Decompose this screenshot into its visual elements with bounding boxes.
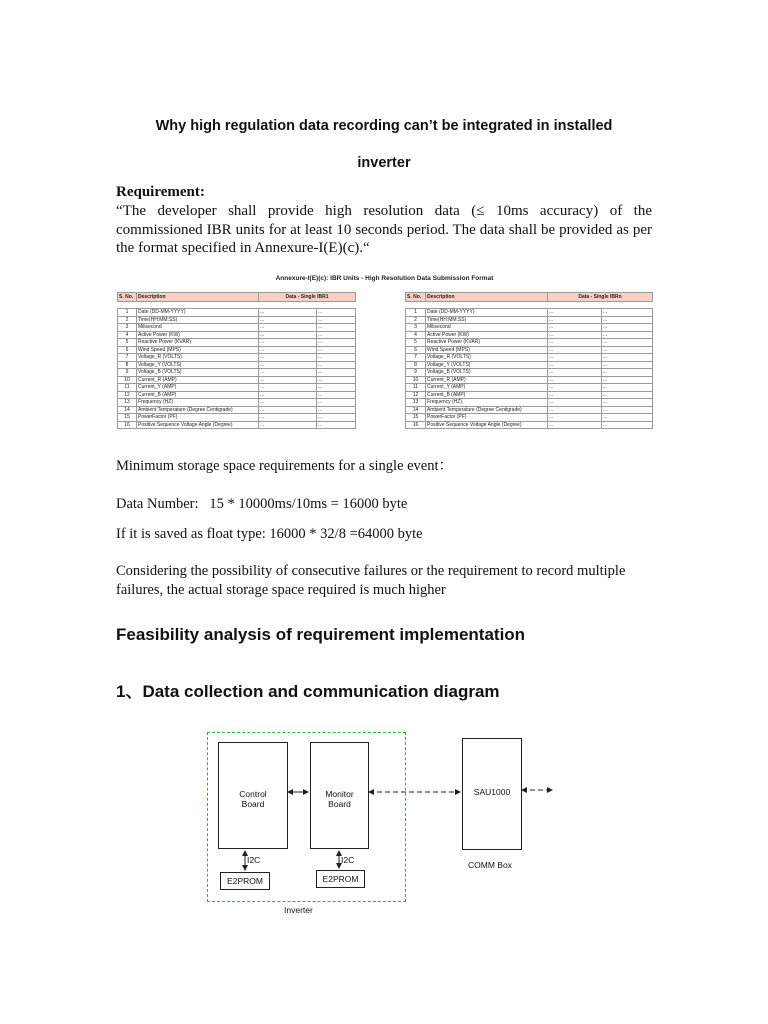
- table-row: [118, 316, 356, 324]
- table-cell-value: ...: [317, 406, 356, 414]
- table-cell-value: ...: [602, 339, 653, 347]
- table-cell-value: ...: [602, 384, 653, 392]
- section-1-heading: 1、Data collection and communication diagram: [116, 682, 500, 701]
- table-cell-sno: 16: [118, 421, 137, 429]
- table-row: [406, 421, 653, 429]
- inverter-label: Inverter: [284, 905, 313, 915]
- table-cell-value: ...: [602, 361, 653, 369]
- table-cell-sno: 11: [118, 384, 137, 392]
- table-cell-value: ...: [602, 309, 653, 317]
- table-cell-value: ...: [548, 384, 602, 392]
- table-cell-description: Voltage_Y (VOLTS): [137, 361, 259, 369]
- table-cell-sno: 8: [406, 361, 426, 369]
- feasibility-heading: Feasibility analysis of requirement implementation: [116, 625, 526, 644]
- table-cell-description: Ambient Temperature (Degree Centigrade): [426, 406, 548, 414]
- sau1000-label: SAU1000: [473, 787, 511, 797]
- table-cell-value: ...: [548, 309, 602, 317]
- table-cell-sno: 4: [118, 331, 137, 339]
- table-cell-value: ...: [548, 316, 602, 324]
- comm-box-label: COMM Box: [468, 860, 512, 870]
- table-cell-description: Voltage_R (VOLTS): [137, 354, 259, 362]
- table-cell-description: Current_Y (AMP): [426, 384, 548, 392]
- document-title-line-1: Why high regulation data recording can’t be integrated in installed: [155, 118, 613, 134]
- table-row: [406, 339, 653, 347]
- table-cell-value: ...: [259, 316, 317, 324]
- table-cell-value: ...: [259, 391, 317, 399]
- table-row: [118, 331, 356, 339]
- table-cell-value: ...: [259, 309, 317, 317]
- table-cell-value: ...: [259, 406, 317, 414]
- control-board-box: [218, 742, 288, 849]
- table-cell-description: Frequency (HZ): [137, 399, 259, 407]
- annexure-figure: [116, 268, 653, 440]
- table-cell-sno: 4: [406, 331, 426, 339]
- table-cell-value: ...: [602, 324, 653, 332]
- table-cell-description: Current_R (AMP): [426, 376, 548, 384]
- table-cell-description: Positive Sequence Voltage Angle (Degree): [426, 421, 548, 429]
- table-cell-sno: 14: [118, 406, 137, 414]
- table-cell-value: ...: [548, 324, 602, 332]
- table-cell-value: ...: [602, 399, 653, 407]
- table-cell-sno: 14: [406, 406, 426, 414]
- table-cell-value: ...: [317, 399, 356, 407]
- table-cell-description: Current_Y (AMP): [137, 384, 259, 392]
- i2c-label-monitor: I2C: [341, 855, 355, 865]
- table-cell-value: ...: [259, 346, 317, 354]
- table-cell-description: Active Power (KW): [137, 331, 259, 339]
- table-header-data: Data - Single IBR1: [259, 293, 356, 302]
- table-cell-value: ...: [317, 421, 356, 429]
- table-cell-description: Positive Sequence Voltage Angle (Degree): [137, 421, 259, 429]
- min-storage-text: Minimum storage space requirements for a single event：: [116, 458, 454, 474]
- table-cell-description: Milisecond: [426, 324, 548, 332]
- table-cell-sno: 2: [118, 316, 137, 324]
- table-row: [406, 384, 653, 392]
- table-row: [406, 346, 653, 354]
- table-cell-value: ...: [259, 399, 317, 407]
- table-cell-value: ...: [259, 369, 317, 377]
- table-cell-value: ...: [548, 376, 602, 384]
- monitor-board-box: [310, 742, 369, 849]
- table-cell-sno: 9: [406, 369, 426, 377]
- table-cell-value: ...: [548, 354, 602, 362]
- table-cell-description: Voltage_B (VOLTS): [137, 369, 259, 377]
- table-cell-value: ...: [317, 414, 356, 422]
- table-cell-sno: 15: [406, 414, 426, 422]
- table-row: [118, 324, 356, 332]
- table-cell-value: ...: [259, 384, 317, 392]
- table-cell-value: ...: [317, 369, 356, 377]
- table-cell-description: Current_R (AMP): [137, 376, 259, 384]
- table-cell-sno: 5: [406, 339, 426, 347]
- table-cell-value: ...: [602, 421, 653, 429]
- table-row: [406, 406, 653, 414]
- table-cell-value: ...: [259, 339, 317, 347]
- consideration-text: Considering the possibility of consecutive failures or the requirement to record multiple failures, the actual storage space required is much higher: [116, 563, 626, 598]
- table-row: [118, 346, 356, 354]
- table-row: [406, 399, 653, 407]
- table-cell-sno: 6: [118, 346, 137, 354]
- table-cell-description: Reactive Power (KVAR): [426, 339, 548, 347]
- table-cell-description: Reactive Power (KVAR): [137, 339, 259, 347]
- table-cell-value: ...: [602, 346, 653, 354]
- table-cell-sno: 7: [118, 354, 137, 362]
- float-size-text: If it is saved as float type: 16000 * 32/8 =64000 byte: [116, 526, 423, 542]
- table-cell-value: ...: [602, 369, 653, 377]
- table-cell-sno: 16: [406, 421, 426, 429]
- table-cell-value: ...: [602, 391, 653, 399]
- table-cell-value: ...: [259, 414, 317, 422]
- table-row: [406, 309, 653, 317]
- table-cell-description: Frequency (HZ): [426, 399, 548, 407]
- table-cell-value: ...: [317, 339, 356, 347]
- table-row: [118, 406, 356, 414]
- table-cell-sno: 3: [118, 324, 137, 332]
- table-cell-value: ...: [259, 421, 317, 429]
- table-cell-value: ...: [548, 391, 602, 399]
- table-cell-value: ...: [548, 406, 602, 414]
- table-cell-description: Time(HH:MM:SS): [137, 316, 259, 324]
- table-cell-description: Date (DD-MM-YYYY): [426, 309, 548, 317]
- table-cell-sno: 10: [118, 376, 137, 384]
- requirement-text: “The developer shall provide high resolution data (≤ 10ms accuracy) of the commissioned IBR units for at least 10 seconds period. The data shall be provided as per the format specified in Annexure-I(E)(c).“: [116, 203, 652, 256]
- table-cell-description: Ambient Temperature (Degree Centigrade): [137, 406, 259, 414]
- monitor-board-label: Monitor Board: [325, 789, 354, 809]
- table-row: [118, 384, 356, 392]
- table-cell-value: ...: [317, 331, 356, 339]
- table-cell-value: ...: [317, 376, 356, 384]
- communication-diagram: [196, 724, 562, 920]
- table-cell-value: ...: [317, 346, 356, 354]
- table-cell-value: ...: [548, 361, 602, 369]
- table-cell-value: ...: [548, 339, 602, 347]
- table-spacer-row: [406, 302, 653, 309]
- table-cell-description: Time(HH:MM:SS): [426, 316, 548, 324]
- table-cell-value: ...: [259, 376, 317, 384]
- table-cell-sno: 13: [406, 399, 426, 407]
- table-cell-value: ...: [317, 354, 356, 362]
- table-cell-description: PowerFactor (PF): [426, 414, 548, 422]
- table-cell-sno: 10: [406, 376, 426, 384]
- sau1000-box: [462, 738, 522, 850]
- i2c-label-control: I2C: [247, 855, 261, 865]
- table-row: [406, 324, 653, 332]
- table-cell-sno: 13: [118, 399, 137, 407]
- table-header-data: Data - Single IBRn: [548, 293, 653, 302]
- table-cell-value: ...: [548, 331, 602, 339]
- table-cell-sno: 11: [406, 384, 426, 392]
- table-cell-value: ...: [548, 414, 602, 422]
- table-cell-value: ...: [317, 309, 356, 317]
- table-cell-description: Wind Speed (MPS): [426, 346, 548, 354]
- table-row: [118, 376, 356, 384]
- table-cell-value: ...: [602, 331, 653, 339]
- table-cell-value: ...: [548, 369, 602, 377]
- table-cell-value: ...: [259, 324, 317, 332]
- table-header-sno: S. No.: [406, 293, 426, 302]
- table-cell-value: ...: [548, 421, 602, 429]
- table-cell-sno: 2: [406, 316, 426, 324]
- table-cell-description: Voltage_Y (VOLTS): [426, 361, 548, 369]
- table-row: [406, 414, 653, 422]
- table-row: [406, 331, 653, 339]
- document-title-line-2: inverter: [357, 155, 411, 171]
- table-cell-value: ...: [602, 376, 653, 384]
- table-cell-value: ...: [602, 316, 653, 324]
- table-cell-value: ...: [548, 399, 602, 407]
- table-cell-sno: 5: [118, 339, 137, 347]
- table-row: [118, 414, 356, 422]
- e2prom-box-control: E2PROM: [220, 872, 270, 890]
- table-cell-description: Active Power (KW): [426, 331, 548, 339]
- annexure-title: Annexure-I(E)(c): IBR Units - High Resolution Data Submission Format: [275, 275, 494, 282]
- table-row: [118, 399, 356, 407]
- table-row: [118, 354, 356, 362]
- table-cell-description: Voltage_R (VOLTS): [426, 354, 548, 362]
- table-cell-value: ...: [548, 346, 602, 354]
- table-cell-description: Milisecond: [137, 324, 259, 332]
- table-cell-description: Wind Speed (MPS): [137, 346, 259, 354]
- table-cell-sno: 12: [118, 391, 137, 399]
- table-row: [406, 361, 653, 369]
- control-board-label: Control Board: [239, 789, 267, 809]
- table-cell-description: Date (DD-MM-YYYY): [137, 309, 259, 317]
- table-cell-sno: 1: [406, 309, 426, 317]
- table-cell-sno: 15: [118, 414, 137, 422]
- table-cell-value: ...: [602, 414, 653, 422]
- table-row: [118, 421, 356, 429]
- table-cell-sno: 6: [406, 346, 426, 354]
- table-row: [406, 376, 653, 384]
- requirement-heading: Requirement:: [116, 184, 205, 200]
- table-row: [118, 309, 356, 317]
- table-header-description: Description: [426, 293, 548, 302]
- data-number-text: Data Number: 15 * 10000ms/10ms = 16000 byte: [116, 496, 408, 512]
- table-cell-value: ...: [317, 316, 356, 324]
- e2prom-box-monitor: E2PROM: [316, 870, 365, 888]
- table-cell-value: ...: [317, 324, 356, 332]
- table-cell-description: Current_B (AMP): [426, 391, 548, 399]
- table-cell-sno: 8: [118, 361, 137, 369]
- table-spacer-row: [118, 302, 356, 309]
- table-cell-description: PowerFactor (PF): [137, 414, 259, 422]
- table-cell-value: ...: [317, 384, 356, 392]
- table-row: [406, 316, 653, 324]
- table-cell-description: Voltage_B (VOLTS): [426, 369, 548, 377]
- table-cell-sno: 7: [406, 354, 426, 362]
- table-row: [406, 391, 653, 399]
- table-cell-value: ...: [259, 361, 317, 369]
- annexure-table-right: [405, 292, 653, 429]
- table-header-description: Description: [137, 293, 259, 302]
- table-row: [118, 339, 356, 347]
- table-cell-value: ...: [259, 331, 317, 339]
- table-row: [118, 369, 356, 377]
- table-row: [406, 369, 653, 377]
- table-cell-value: ...: [259, 354, 317, 362]
- table-row: [118, 361, 356, 369]
- table-cell-sno: 12: [406, 391, 426, 399]
- table-cell-sno: 9: [118, 369, 137, 377]
- table-header-sno: S. No.: [118, 293, 137, 302]
- table-cell-value: ...: [317, 361, 356, 369]
- table-cell-value: ...: [602, 406, 653, 414]
- table-row: [118, 391, 356, 399]
- table-cell-value: ...: [602, 354, 653, 362]
- table-cell-description: Current_B (AMP): [137, 391, 259, 399]
- table-cell-sno: 3: [406, 324, 426, 332]
- table-cell-value: ...: [317, 391, 356, 399]
- annexure-table-left: [117, 292, 356, 429]
- table-cell-sno: 1: [118, 309, 137, 317]
- table-row: [406, 354, 653, 362]
